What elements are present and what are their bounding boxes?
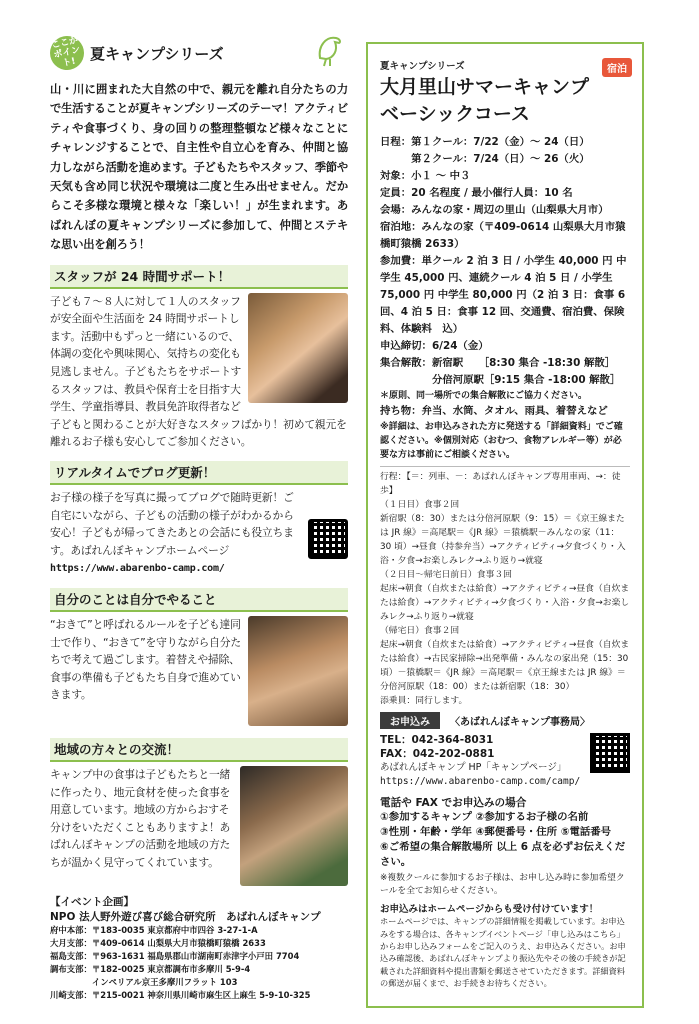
point-badge: ここが ポイント! xyxy=(47,33,87,73)
section-self xyxy=(50,588,348,728)
itinerary-line: 新宿駅（8：30）または分倍河原駅（9：15）＝《京王線または JR 線》＝高尾駅＝《JR 線》＝猿橋駅－みんなの家（11：30 頃）→昼食（持参弁当）→アクティビティ→夕食づくり・入浴・夕食→お楽しみレク→ふり返り→就寝 xyxy=(380,514,626,566)
itinerary-line: 起床→朝食（自炊または給食）→アクティビティ→昼食（自炊または給食）→アクティビティ→夕食づくり・入浴・夕食→お楽しみレク→ふり返り→就寝 xyxy=(380,584,630,622)
section-blog xyxy=(50,461,348,578)
section-body: 子ども７～８人に対して１人のスタッフが安全面や生活面を 24 時間サポートします。活動中もずっと一緒にいるので、体調の変化や興味関心、気持ちの変化も見逃しません。子どもたちをサポートするスタッフは、教員や保育士を目指す大学生、学童指導員、教員免許取得者など子どもと関わることが大好きなスタッフばかり！初めて親元を離れるお子様も安心してご参加ください。 xyxy=(50,294,347,449)
contact-block xyxy=(380,733,630,789)
qr-code-icon[interactable] xyxy=(590,733,630,773)
event-organizer: NPO 法人野外遊び喜び総合研究所 あばれんぼキャンプ xyxy=(50,910,321,923)
branch-office: 調布支部：〒182-0025 東京都調布市多摩川 5-9-4 xyxy=(50,963,251,974)
info-line: 第２クール：7/24（日）～ 26（火） xyxy=(380,153,590,165)
branch-office: 川崎支部：〒215-0021 神奈川県川崎市麻生区上麻生 5-9-10-325 xyxy=(50,989,311,1000)
branch-office: 大月支部：〒409-0614 山梨県大月市猿橋町猿橋 2633 xyxy=(50,937,266,948)
itinerary xyxy=(380,466,630,708)
itinerary-line: （１日目）食事２回 xyxy=(380,500,460,510)
homepage-label: あばれんぼキャンプ HP「キャンプページ」 xyxy=(380,762,567,773)
branch-office: 福島支部：〒963-1631 福島県郡山市湖南町赤津字小戸田 7704 xyxy=(50,950,300,961)
left-column xyxy=(50,35,348,1002)
section-title: リアルタイムでブログ更新！ xyxy=(50,461,348,485)
section-body: “おきて”と呼ばれるルールを子ども達同士で作り、“おきて”を守りながら自分たちで考えて過ごします。着替えや掃除、食事の準備も子どもたち自身で進めていきます。 xyxy=(50,617,241,702)
section-body: お子様の様子を写真に撮ってブログで随時更新！ご自宅にいながら、子どもの活動の様子がわかるから安心！子どもが帰ってきたあとの会話にも役立ちます。あばれんぼキャンプホームページ xyxy=(50,491,294,557)
section-community xyxy=(50,738,348,888)
section-title: スタッフが 24 時間サポート！ xyxy=(50,265,348,289)
required-info: ③性別・年齢・学年 ④郵便番号・住所 ⑤電話番号 xyxy=(380,826,612,838)
apply-bar xyxy=(380,712,630,729)
section-body: キャンプ中の食事は子どもたちと一緒に作ったり、地元食材を使った食事を用意しています。地域の方からおすそ分けをいただくこともありますよ！あばれんぼキャンプの活動を地域の方たちが温かく見守ってくれています。 xyxy=(50,767,231,869)
multi-course-note: ※複数クールに参加するお子様は、お申し込み時に参加希望クールを全てお知らせください。 xyxy=(380,873,625,896)
itinerary-line: 起床→朝食（自炊または給食）→アクティビティ→昼食（自炊または給食）→古民家掃除→出発準備・みんなの家出発（15：30 頃）－猿橋駅＝《JR 線》＝高尾駅＝《京王線または JR 線》＝分倍河原駅（18：00）または新宿駅（18：30） xyxy=(380,640,630,692)
itinerary-line: 行程：【＝：列車、－：あばれんぼキャンプ専用車両、→：徒歩】 xyxy=(380,472,621,496)
course-subtitle: ベーシックコース xyxy=(380,103,530,125)
items-note: ※詳細は、お申込みされた方に発送する「詳細資料」でご確認ください。※個別対応（おむつ、食物アレルギー等）が必要な方は事前にご相談ください。 xyxy=(380,422,623,460)
info-line: 参加費：単クール 2 泊 3 日 / 小学生 40,000 円 中学生 45,000 円、連続クール 4 泊 5 日 / 小学生 75,000 円 中学生 80,000 円（2 泊 3 日：食事 6 回、4 泊 5 日：食事 12 回、交通費、宿泊費、保険料、体験料 込） xyxy=(380,255,627,335)
web-apply-heading: お申込みはホームページからも受け付けています！ xyxy=(380,904,599,916)
info-line: 会場：みんなの家・周辺の里山（山梨県大月市） xyxy=(380,204,609,216)
apply-label: お申込み xyxy=(380,712,440,729)
section-staff xyxy=(50,265,348,451)
branch-office: インペリアル京王多摩川フラット 103 xyxy=(50,976,238,987)
photo-community-meal xyxy=(240,766,348,886)
info-line: 定員：20 名程度 / 最小催行人員：10 名 xyxy=(380,187,573,199)
series-title: 夏キャンプシリーズ xyxy=(90,44,224,63)
info-note: ＊原則、同一場所での集合解散にご協力ください。 xyxy=(380,391,588,401)
info-line: 分倍河原駅［9:15 集合 -18:00 解散］ xyxy=(380,374,621,386)
event-heading: 【イベント企画】 xyxy=(50,895,134,908)
branch-office: 府中本部：〒183-0035 東京都府中市四谷 3-27-1-A xyxy=(50,924,258,935)
stay-badge: 宿泊 xyxy=(602,58,632,77)
items-line: 持ち物：弁当、水筒、タオル、雨具、着替えなど xyxy=(380,405,608,417)
required-info: ⑥ご希望の集合解散場所 以上 6 点を必ずお伝えください。 xyxy=(380,841,626,868)
info-line: 対象：小１ ～ 中３ xyxy=(380,170,471,182)
camp-page-link[interactable]: https://www.abarenbo-camp.com/camp/ xyxy=(380,776,581,787)
itinerary-line: 添乗員：同行します。 xyxy=(380,696,468,706)
info-line: 申込締切：6/24（金） xyxy=(380,340,489,352)
fax-number: FAX：042-202-0881 xyxy=(380,748,495,760)
apply-organizer: 〈あばれんぼキャンプ事務局〉 xyxy=(450,717,590,728)
itinerary-line: （２日目～帰宅日前日）食事３回 xyxy=(380,570,512,580)
section-title: 地域の方々との交流！ xyxy=(50,738,348,762)
course-series: 夏キャンプシリーズ xyxy=(380,61,465,72)
required-info: ①参加するキャンプ ②参加するお子様の名前 xyxy=(380,811,589,823)
qr-code-icon[interactable] xyxy=(308,519,348,559)
bird-icon xyxy=(308,28,348,68)
web-apply-body: ホームページでは、キャンプの詳細情報を掲載しています。お申込みをする場合は、各キャンプイベントページ「申し込みはこちら」からお申し込みフォームをご記入のうえ、お申込みください。お申込み確認後、あばれんぼキャンプより振込先やその後の手続きが記載された詳細資料や提出書類を郵送させていただきます。詳細資料の郵送が届くまで、お手続きお待ちください。 xyxy=(380,916,626,989)
photo-children-activity xyxy=(248,616,348,726)
photo-staff-child xyxy=(248,293,348,403)
phone-fax-heading: 電話や FAX でお申込みの場合 xyxy=(380,797,527,809)
series-header xyxy=(50,35,348,70)
section-title: 自分のことは自分でやること xyxy=(50,588,348,612)
homepage-link[interactable]: https://www.abarenbo-camp.com/ xyxy=(50,563,225,575)
info-line: 日程：第１クール：7/22（金）～ 24（日） xyxy=(380,136,590,148)
course-title: 大月里山サマーキャンプ xyxy=(380,76,590,98)
tel-number[interactable]: TEL：042-364-8031 xyxy=(380,734,494,746)
info-line: 集合解散：新宿駅 ［8:30 集合 -18:30 解散］ xyxy=(380,357,616,369)
intro-text: 山・川に囲まれた大自然の中で、親元を離れ自分たちの力で生活することが夏キャンプシリーズのテーマ！アクティビティや食事づくり、身の回りの整理整頓など様々なことにチャレンジすることで、自主性や自立心を育み、仲間と協力しながら活動を進めます。子どもたちやスタッフ、季節や天気も含め同じ状況や環境は二度と生み出せません。だからこそ多様な環境と様々な「楽しい！」が生まれます。あばれんぼの夏キャンプシリーズに参加して、仲間とステキな思い出を創ろう！ xyxy=(50,83,348,252)
course-info xyxy=(380,134,630,462)
info-line: 宿泊地：みんなの家（〒409-0614 山梨県大月市猿橋町猿橋 2633） xyxy=(380,221,626,250)
course-box xyxy=(366,42,644,1008)
itinerary-line: （帰宅日）食事２回 xyxy=(380,626,460,636)
